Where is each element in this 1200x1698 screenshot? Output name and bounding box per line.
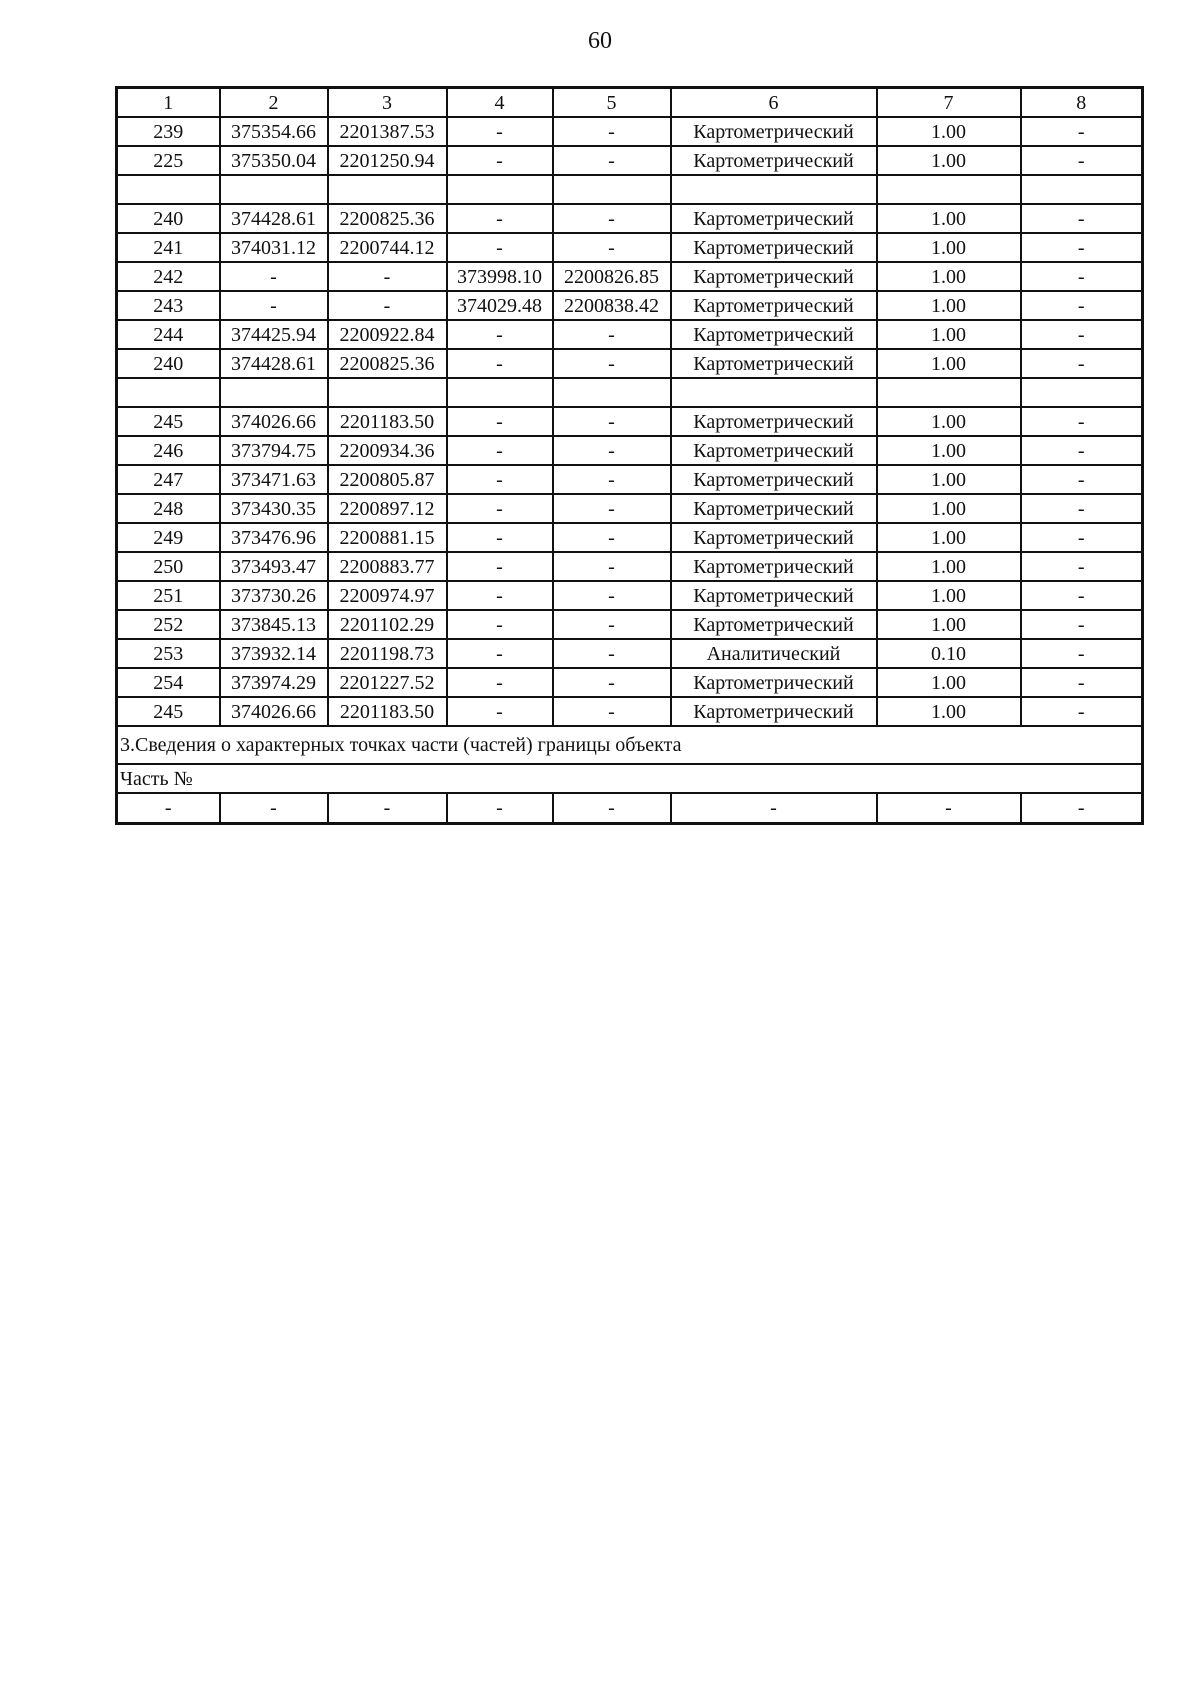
table-cell: 2200881.15 [328,523,447,552]
coordinates-table [115,86,1144,825]
part-label-row [117,764,1143,793]
table-cell: 373932.14 [220,639,328,668]
table-cell: 1.00 [877,233,1021,262]
table-cell: 2201102.29 [328,610,447,639]
table-cell: 2200974.97 [328,581,447,610]
table-cell: - [553,117,671,146]
table-cell: Картометрический [671,291,877,320]
table-cell: 373476.96 [220,523,328,552]
table-cell: 1.00 [877,407,1021,436]
table-cell: 374031.12 [220,233,328,262]
table-cell: 373998.10 [447,262,553,291]
table-cell: 373471.63 [220,465,328,494]
table-cell: - [117,793,220,824]
section-title-row [117,726,1143,764]
table-cell: 373974.29 [220,668,328,697]
table-cell: - [447,407,553,436]
table-cell: - [553,668,671,697]
table-row [117,117,1143,146]
table-cell: - [553,320,671,349]
table-cell: - [220,291,328,320]
table-cell: - [447,494,553,523]
table-cell: Картометрический [671,436,877,465]
table-row [117,320,1143,349]
table-cell: 1.00 [877,523,1021,552]
table-cell: 2200897.12 [328,494,447,523]
table-cell: - [1021,407,1143,436]
table-cell: Картометрический [671,494,877,523]
table-cell: 240 [117,349,220,378]
table-cell [447,378,553,407]
table-cell: 1.00 [877,610,1021,639]
table-cell: - [1021,793,1143,824]
table-cell: 1.00 [877,697,1021,726]
table-cell: - [447,581,553,610]
table-row [117,523,1143,552]
header-row [117,88,1143,118]
table-cell: 374026.66 [220,407,328,436]
table-cell: - [328,793,447,824]
table-row [117,552,1143,581]
table-cell: - [447,552,553,581]
table-cell: - [447,320,553,349]
table-cell: 2200805.87 [328,465,447,494]
table-cell: 1.00 [877,320,1021,349]
table-cell [447,175,553,204]
table-cell: Картометрический [671,581,877,610]
table-cell: 1.00 [877,349,1021,378]
header-cell: 8 [1021,88,1143,118]
section-title: 3.Сведения о характерных точках части (частей) границы объекта [117,726,1143,764]
table-cell: - [553,407,671,436]
table-row [117,668,1143,697]
table-cell: - [553,523,671,552]
table-cell [1021,175,1143,204]
table-cell: 241 [117,233,220,262]
table-cell: - [553,494,671,523]
table-cell [220,175,328,204]
table-cell: Картометрический [671,262,877,291]
table-cell: Картометрический [671,465,877,494]
table-cell: - [553,610,671,639]
header-cell: 6 [671,88,877,118]
table-cell: 2200883.77 [328,552,447,581]
table-row [117,639,1143,668]
table-cell: 1.00 [877,146,1021,175]
table-row [117,407,1143,436]
table-cell: 374428.61 [220,349,328,378]
table-cell [117,378,220,407]
table-cell: - [447,639,553,668]
table-cell: 2200825.36 [328,349,447,378]
table-cell: 0.10 [877,639,1021,668]
header-cell: 7 [877,88,1021,118]
table-cell [220,378,328,407]
table-cell: - [1021,523,1143,552]
table-cell: - [447,436,553,465]
table-cell: 1.00 [877,204,1021,233]
table-cell: - [553,581,671,610]
table-row [117,378,1143,407]
table-cell: 375350.04 [220,146,328,175]
table-cell: 245 [117,407,220,436]
table-cell: Картометрический [671,117,877,146]
table-cell [328,378,447,407]
table-cell: 2200744.12 [328,233,447,262]
table-cell: 375354.66 [220,117,328,146]
part-data-row [117,793,1143,824]
table-cell: 1.00 [877,494,1021,523]
table-cell: 251 [117,581,220,610]
header-cell: 5 [553,88,671,118]
table-row [117,581,1143,610]
table-cell: 374026.66 [220,697,328,726]
table-cell: - [447,610,553,639]
table-cell: 373730.26 [220,581,328,610]
table-cell: - [447,793,553,824]
table-cell: - [553,233,671,262]
table-cell: 2200934.36 [328,436,447,465]
table-row [117,610,1143,639]
table-cell: Картометрический [671,407,877,436]
table-cell: 2200826.85 [553,262,671,291]
table-cell: - [220,262,328,291]
part-label: Часть № [117,764,1143,793]
table-row [117,291,1143,320]
table-cell [877,378,1021,407]
table-cell: - [1021,262,1143,291]
table-cell: - [447,204,553,233]
table-cell: - [553,146,671,175]
table-cell: - [447,523,553,552]
table-cell: - [553,436,671,465]
table-cell: - [220,793,328,824]
table-cell: 2200825.36 [328,204,447,233]
table-cell: Картометрический [671,668,877,697]
table-cell: 2201250.94 [328,146,447,175]
table-cell: 373794.75 [220,436,328,465]
table-cell: 239 [117,117,220,146]
table-cell: - [1021,349,1143,378]
table-cell: 374029.48 [447,291,553,320]
table-row [117,436,1143,465]
table-cell: - [1021,494,1143,523]
table-cell: 1.00 [877,291,1021,320]
table-cell: - [1021,436,1143,465]
table-cell: - [1021,697,1143,726]
table-cell: 253 [117,639,220,668]
header-cell: 4 [447,88,553,118]
table-cell: 246 [117,436,220,465]
table-cell: Картометрический [671,349,877,378]
table-cell: - [671,793,877,824]
table-row [117,175,1143,204]
table-cell [328,175,447,204]
table-cell: - [328,262,447,291]
table-cell: 1.00 [877,581,1021,610]
table-cell: 373430.35 [220,494,328,523]
table-row [117,465,1143,494]
table-cell: - [1021,233,1143,262]
table-cell: Картометрический [671,146,877,175]
header-cell: 3 [328,88,447,118]
table-cell [117,175,220,204]
table-cell: 245 [117,697,220,726]
table-cell: 373845.13 [220,610,328,639]
table-row [117,349,1143,378]
table-cell: 2201227.52 [328,668,447,697]
table-row [117,233,1143,262]
table-cell: Аналитический [671,639,877,668]
table-row [117,262,1143,291]
table-cell: Картометрический [671,204,877,233]
table-row [117,494,1143,523]
table-cell: - [1021,291,1143,320]
table-cell: 225 [117,146,220,175]
table-cell: 2200838.42 [553,291,671,320]
table-cell [553,378,671,407]
table-cell: - [447,146,553,175]
table-cell: - [447,349,553,378]
table-cell: 249 [117,523,220,552]
table-cell: - [877,793,1021,824]
table-cell: 1.00 [877,465,1021,494]
table-cell: - [1021,552,1143,581]
table-cell [671,175,877,204]
table-cell: - [553,639,671,668]
table-cell: - [553,552,671,581]
table-cell: 2201183.50 [328,407,447,436]
table-cell: - [1021,320,1143,349]
table-cell: 242 [117,262,220,291]
table-cell [553,175,671,204]
table-cell: - [1021,639,1143,668]
table-cell: - [447,465,553,494]
table-cell: - [1021,581,1143,610]
table-cell: 243 [117,291,220,320]
table-cell: 247 [117,465,220,494]
table-cell: 1.00 [877,668,1021,697]
table-cell: - [447,668,553,697]
table-cell: 250 [117,552,220,581]
table-cell: 2201183.50 [328,697,447,726]
table-cell: - [553,697,671,726]
table-cell: - [1021,117,1143,146]
table-cell: - [447,117,553,146]
table-cell: - [553,465,671,494]
table-cell: 373493.47 [220,552,328,581]
table-cell: 244 [117,320,220,349]
table-cell: 374428.61 [220,204,328,233]
table-cell: - [553,349,671,378]
table-cell: - [1021,668,1143,697]
table-cell: 1.00 [877,262,1021,291]
table-cell: 240 [117,204,220,233]
table-cell: - [553,793,671,824]
table-cell: 374425.94 [220,320,328,349]
table-row [117,146,1143,175]
table-cell [1021,378,1143,407]
header-cell: 2 [220,88,328,118]
table-cell: Картометрический [671,523,877,552]
table-row [117,204,1143,233]
table-row [117,697,1143,726]
page-number: 60 [588,28,612,54]
table-cell [877,175,1021,204]
table-cell: - [447,233,553,262]
table-cell: Картометрический [671,552,877,581]
table-cell: 252 [117,610,220,639]
table-cell: 254 [117,668,220,697]
table-cell: 1.00 [877,117,1021,146]
table-cell: - [1021,146,1143,175]
table-cell: Картометрический [671,233,877,262]
table-cell: Картометрический [671,320,877,349]
table-cell: 248 [117,494,220,523]
table-cell: - [1021,610,1143,639]
header-cell: 1 [117,88,220,118]
table-cell: - [1021,465,1143,494]
table-cell: Картометрический [671,697,877,726]
table-cell: 2201387.53 [328,117,447,146]
table-cell: Картометрический [671,610,877,639]
table-cell: - [553,204,671,233]
table-cell: - [447,697,553,726]
table-cell [671,378,877,407]
table-cell: 2201198.73 [328,639,447,668]
table-cell: - [1021,204,1143,233]
table-cell: 1.00 [877,436,1021,465]
table-cell: - [328,291,447,320]
table-cell: 2200922.84 [328,320,447,349]
table-cell: 1.00 [877,552,1021,581]
